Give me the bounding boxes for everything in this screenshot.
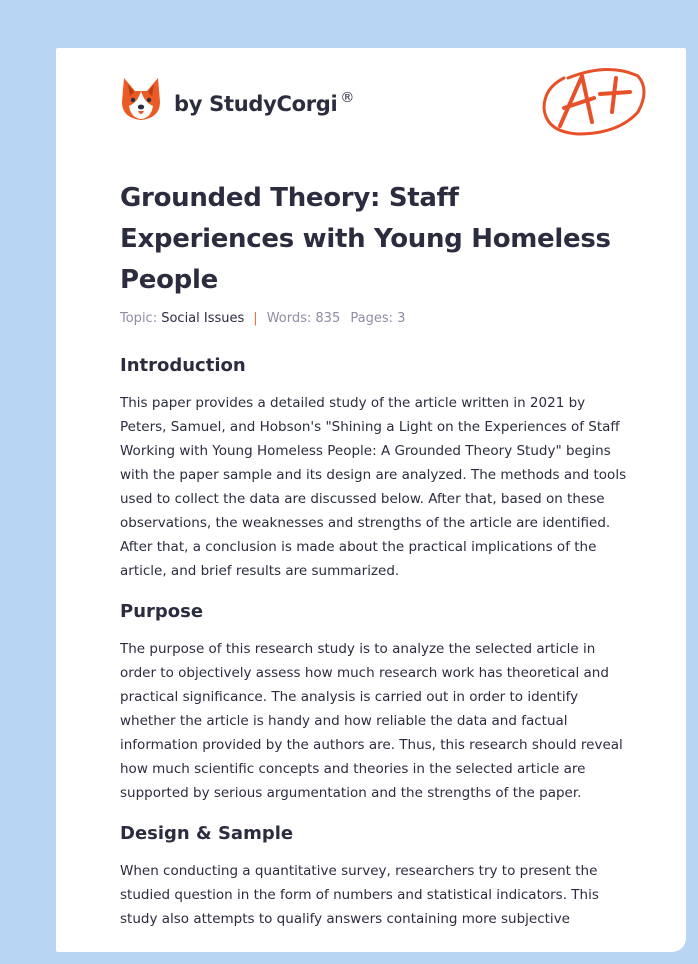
section-body-purpose: The purpose of this research study is to analyze the selected article in order to objectively assess how much research work has theoretical and practical significance. The analysis is carried out in order to identify whether the article is handy and how reliable the data and factual information provided by the authors are. Thus, this research should reveal how much scientific concepts and theories in the selected article are supported by serious argumentation and the strengths of the paper. (120, 641, 623, 801)
section-body-design-sample: When conducting a quantitative survey, researchers try to present the studied question in the form of numbers and statistical indicators. This study also attempts to qualify answers containing more subjective (120, 863, 599, 927)
brand-name (174, 90, 354, 116)
document-meta (120, 311, 405, 326)
document-page (56, 48, 686, 952)
section-heading-introduction: Introduction (120, 355, 246, 376)
a-plus-grade-icon (538, 58, 650, 140)
pages-count: 3 (397, 311, 406, 326)
section-heading-purpose: Purpose (120, 601, 204, 622)
registered-mark: ® (340, 90, 355, 106)
brand-text: by StudyCorgi (174, 92, 338, 116)
meta-separator: | (253, 311, 258, 326)
topic-link[interactable]: Social Issues (161, 311, 245, 326)
section-body-introduction: This paper provides a detailed study of the article written in 2021 by Peters, Samuel, and Hobson's "Shining a Light on the Experiences of Staff Working with Young Homeless People: A Grounded Theory Study" begins with the paper sample and its design are analyzed. The methods and tools used to collect the data are discussed below. After that, based on these observations, the weaknesses and strengths of the article are identified. After that, a conclusion is made about the practical implications of the article, and brief results are summarized. (120, 395, 627, 579)
topic-label: Topic: (120, 311, 158, 326)
studycorgi-logo[interactable] (120, 74, 354, 124)
corgi-icon (120, 76, 162, 122)
words-count: 835 (315, 311, 341, 326)
words-label: Words: (266, 311, 312, 326)
page-title: Grounded Theory: Staff Experiences with Young Homeless People (120, 183, 611, 295)
section-heading-design-sample: Design & Sample (120, 823, 294, 844)
pages-label: Pages: (350, 311, 393, 326)
